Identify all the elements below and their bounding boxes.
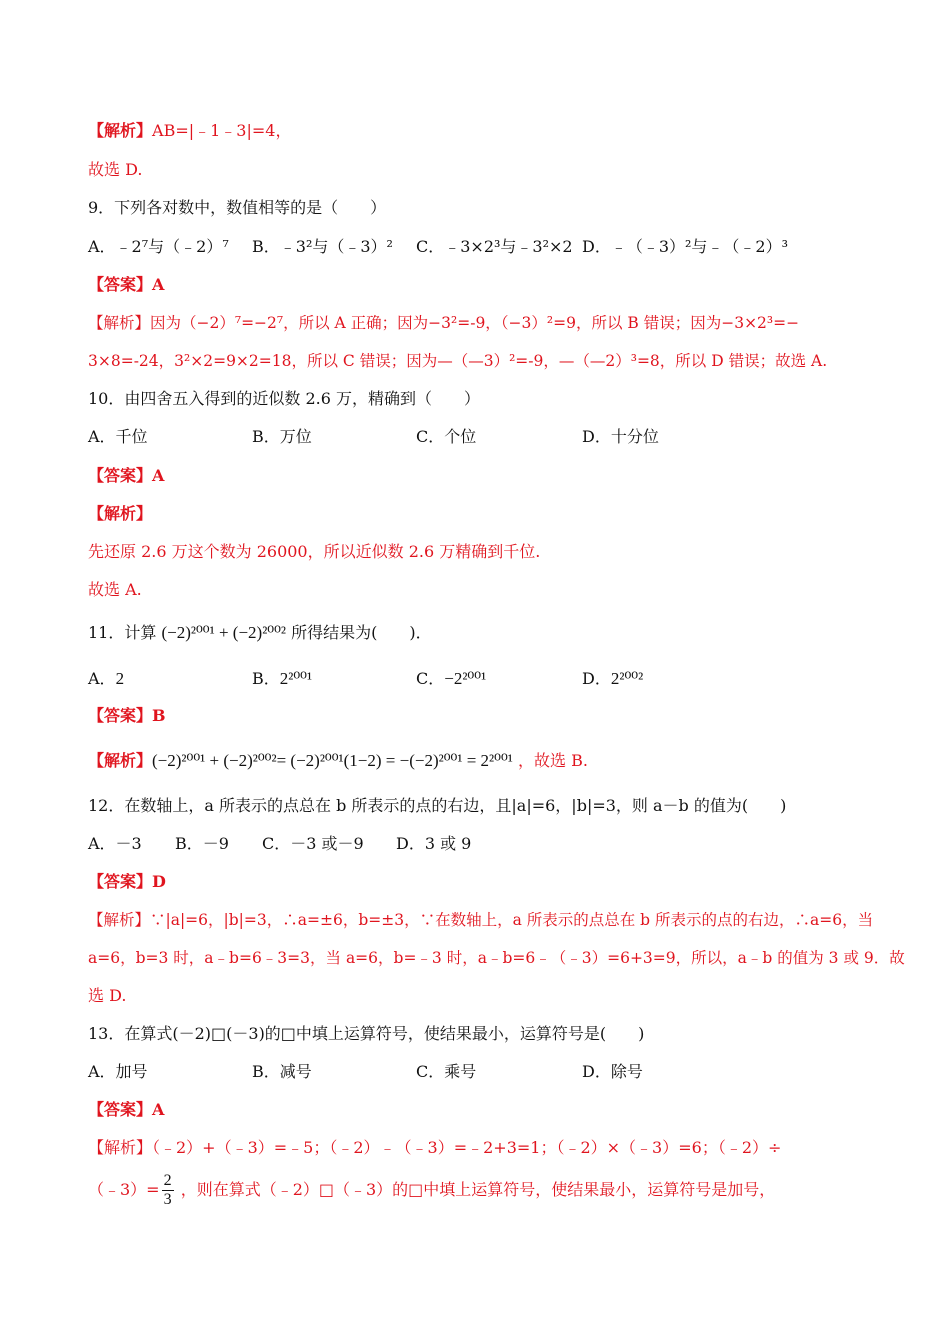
q12-explanation-line2: a=6，b=3 时，a﹣b=6﹣3=3，当 a=6，b=﹣3 时，a﹣b=6﹣（﹣3）=6+3=9，所以，a﹣b 的值为 3 或 9．故 [88, 949, 905, 967]
q10-option-d: D．十分位 [582, 427, 659, 446]
fraction-two-thirds: $\frac{2}{3}$ [163, 1172, 172, 1208]
q11-option-b: B．2²⁰⁰¹ [252, 669, 313, 688]
q9-option-b: B．﹣3²与（﹣3）² [252, 237, 393, 256]
q10-stem: 10．由四舍五入得到的近似数 2.6 万，精确到（ ） [88, 389, 480, 408]
q11-stem: 11．计算 (−2)²⁰⁰¹ + (−2)²⁰⁰² 所得结果为( )． [88, 623, 432, 642]
q11-answer: 【答案】B [88, 706, 166, 725]
q12-option-d: D．3 或 9 [396, 834, 472, 853]
q9-option-a: A．﹣2⁷与（﹣2）⁷ [88, 237, 229, 256]
q12-explanation-line1: 【解析】∵|a|=6，|b|=3，∴a=±6，b=±3，∵在数轴上，a 所表示的点总在 b 所表示的点的右边，∴a=6，当 [88, 911, 874, 929]
q13-explanation-line2: （﹣3）= $\frac{2}{3}$ ，则在算式（﹣2）□（﹣3）的□中填上运算符号，使结果最小，运算符号是加号， [88, 1172, 776, 1208]
q9-answer: 【答案】A [88, 275, 165, 294]
q11-option-a: A．2 [88, 669, 125, 688]
q9-explanation-line1: 【解析】因为（−2）⁷=−2⁷，所以 A 正确；因为−3²=-9，（−3）²=9，所以 B 错误；因为−3×2³=− [88, 314, 800, 332]
q10-option-b: B．万位 [252, 427, 312, 446]
q8-explanation: 【解析】AB=|﹣1﹣3|=4， [88, 121, 292, 140]
q10-option-c: C．个位 [416, 427, 477, 446]
q11-explanation: 【解析】(−2)²⁰⁰¹ + (−2)²⁰⁰²= (−2)²⁰⁰¹(1−2) = −(−2)²⁰⁰¹ = 2²⁰⁰¹ ，故选 B. [88, 751, 588, 770]
q12-option-c: C．－3 或－9 [262, 834, 364, 853]
q13-explanation-line1: 【解析】（﹣2）+（﹣3）=﹣5；（﹣2）﹣（﹣3）=﹣2+3=1；（﹣2）×（﹣3）=6；（﹣2）÷ [88, 1138, 782, 1157]
q11-option-c: C．−2²⁰⁰¹ [416, 669, 487, 688]
q13-option-d: D．除号 [582, 1062, 643, 1081]
q13-option-a: A．加号 [88, 1062, 148, 1081]
q10-option-a: A．千位 [88, 427, 148, 446]
q12-answer: 【答案】D [88, 872, 166, 891]
q9-option-d: D．﹣（﹣3）²与﹣（﹣2）³ [582, 237, 789, 256]
q9-option-c: C．﹣3×2³与﹣3²×2 [416, 237, 573, 256]
q13-answer: 【答案】A [88, 1100, 165, 1119]
q11-option-d: D．2²⁰⁰² [582, 669, 644, 688]
q12-explanation-line3: 选 D. [88, 986, 127, 1005]
q10-explanation-tag: 【解析】 [88, 504, 153, 523]
q9-explanation-line2: 3×8=-24，3²×2=9×2=18，所以 C 错误；因为—（—3）²=-9，—（—2）³=8，所以 D 错误；故选 A. [88, 352, 828, 370]
q13-option-c: C．乘号 [416, 1062, 477, 1081]
q10-answer: 【答案】A [88, 466, 165, 485]
q9-stem: 9．下列各对数中，数值相等的是（ ） [88, 198, 387, 217]
q10-explanation-line2: 故选 A. [88, 580, 142, 599]
q10-explanation-line1: 先还原 2.6 万这个数为 26000，所以近似数 2.6 万精确到千位. [88, 542, 541, 561]
q12-option-b: B．－9 [175, 834, 229, 853]
q8-conclusion: 故选 D. [88, 160, 143, 179]
q11-expression: (−2)²⁰⁰¹ + (−2)²⁰⁰² [161, 623, 287, 642]
q12-stem: 12．在数轴上，a 所表示的点总在 b 所表示的点的右边，且|a|=6，|b|=3，则 a－b 的值为( ) [88, 796, 787, 815]
q12-option-a: A．－3 [88, 834, 142, 853]
q13-stem: 13．在算式(－2)□(－3)的□中填上运算符号，使结果最小，运算符号是( ) [88, 1024, 645, 1043]
q13-option-b: B．减号 [252, 1062, 312, 1081]
